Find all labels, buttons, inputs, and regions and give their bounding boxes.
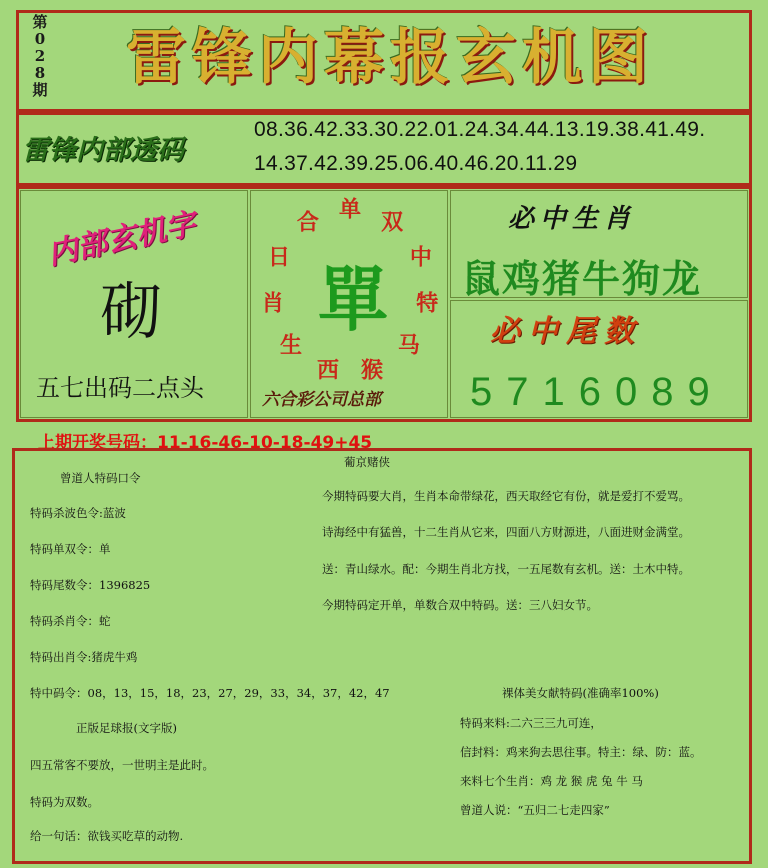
right-line-2: 特码来料:二六三三九可连， [460,716,602,730]
ring-character: 马 [397,332,420,359]
numbers-line-2: 14.37.42.39.25.06.40.46.20.11.29 [254,152,578,175]
ring-character: 双 [381,209,404,236]
ring-character: 日 [268,244,291,271]
right-line: 今期特码定开单，单数合双中特码。送：三八妇女节。 [322,598,598,612]
subtitle: 雷锋内部透码 [22,135,184,166]
ring-character: 单 [338,196,362,223]
numbers-line-1: 08.36.42.33.30.22.01.24.34.44.13.19.38.41.49. [254,118,706,141]
left-heading: 曾道人特码口令 [60,471,141,485]
left-line-2: 四五常客不要放，一世明主是此时。 [30,758,214,772]
ring-character: 西 [317,357,340,384]
left-panel-title: 内部玄机字 [44,206,199,273]
issue-char: 2 [34,47,46,65]
left-line-2: 特码为双数。 [30,795,99,809]
mystery-character: 砌 [100,275,163,348]
odd-even-character: 單 [318,258,388,341]
ring-character: 特 [416,290,439,317]
center-caption: 六合彩公司总部 [262,390,381,410]
right-line: 诗海经中有猛兽，十二生肖从它来，四面八方财源进，八面进财金满堂。 [322,525,690,539]
ring-character: 生 [280,332,303,359]
zodiac-title: 必中生肖 [508,204,637,234]
issue-char: 0 [34,30,46,48]
left-heading-2: 正版足球报(文字版) [76,721,177,735]
character-hint: 五七出码二点头 [36,374,204,402]
right-line-2: 曾道人说：“五归二七走四家” [460,803,610,817]
left-line: 特码出肖令:猪虎牛鸡 [30,650,138,664]
right-line: 今期特码要大肖，生肖本命带绿花，西天取经它有份，就是爱打不爱骂。 [322,489,690,503]
ring-character: 合 [296,209,319,236]
right-line-2: 信封料：鸡来狗去思往事。特主：绿、防：蓝。 [460,745,702,759]
last-draw-result: 上期开奖号码：11-16-46-10-18-49+45 [38,433,373,453]
issue-number [22,14,58,99]
right-line-2: 来料七个生肖：鸡 龙 猴 虎 兔 牛 马 [460,774,643,788]
left-line-2: 给一句话：欲钱买吃草的动物. [30,829,184,843]
left-line: 特码尾数令：1396825 [30,578,151,592]
right-line: 送：青山绿水。配：今期生肖北方找，一五尾数有玄机。送：土木中特。 [322,562,690,576]
left-line: 特码杀肖令：蛇 [30,614,111,628]
left-line: 特码杀波色令:蓝波 [30,506,126,520]
zodiac-list: 鼠鸡猪牛狗龙 [462,256,703,301]
left-line: 特中码令：08，13，15，18，23，27，29，33，34，37，42，47 [30,686,390,700]
right-heading-2: 裸体美女献特码(准确率100%) [502,686,659,700]
right-heading: 葡京赌侠 [344,455,390,469]
page-title: 雷锋内幕报玄机图 [126,23,654,93]
ring-character: 猴 [360,357,383,384]
issue-char: 第 [32,13,48,31]
tail-digits: 5716089 [470,370,724,414]
left-line: 特码单双令：单 [30,542,111,556]
ring-character: 中 [409,244,432,271]
issue-char: 期 [32,81,48,99]
ring-character: 肖 [261,290,284,317]
tail-digit-title: 必中尾数 [490,314,642,349]
issue-char: 8 [34,64,46,82]
